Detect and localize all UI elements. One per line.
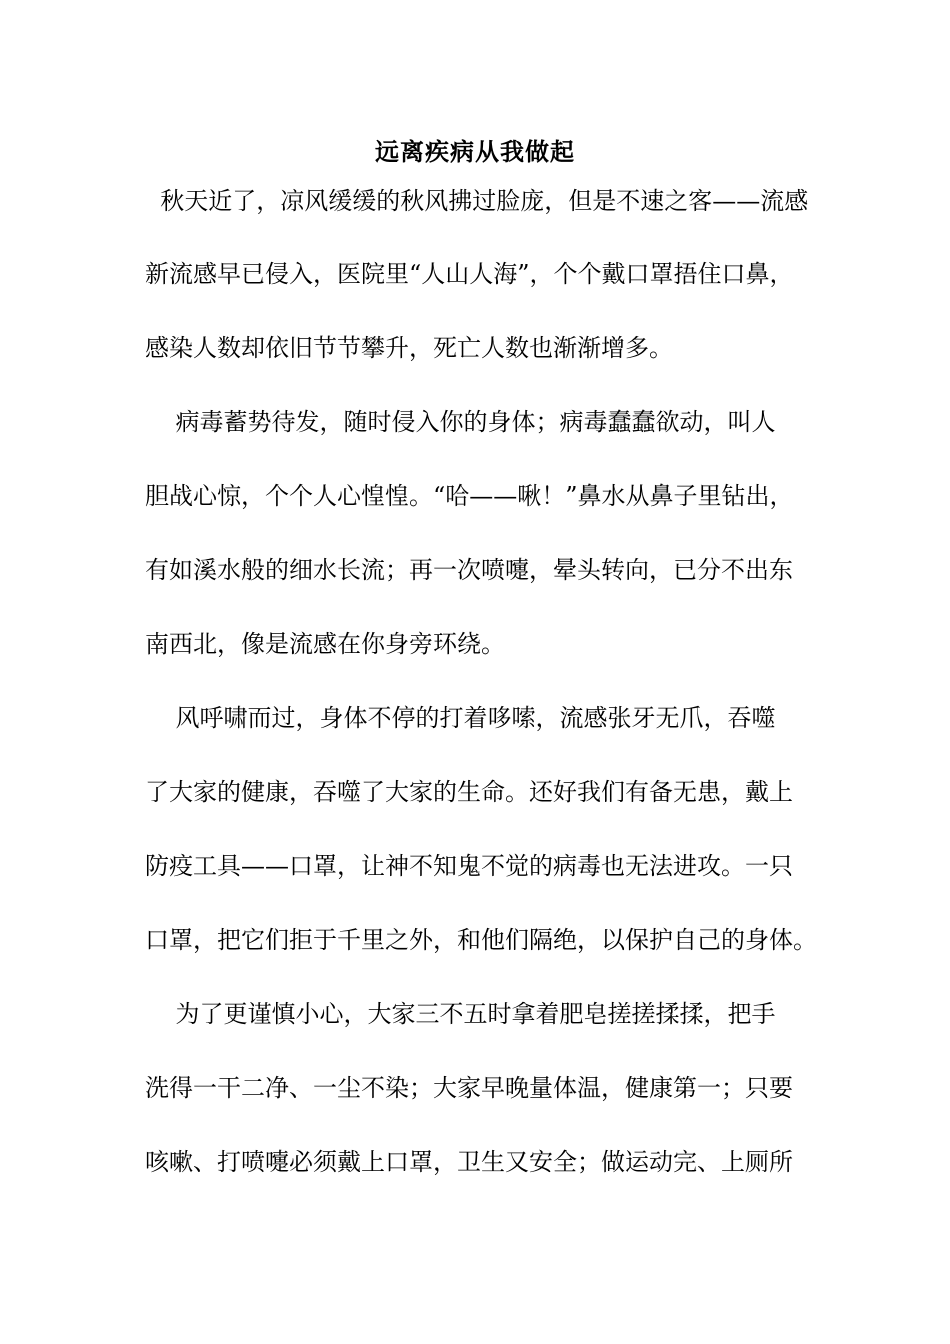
text-line-3: 感染人数却依旧节节攀升，死亡人数也渐渐增多。 <box>145 334 673 362</box>
text-line-2: 新流感早已侵入，医院里“人山人海”，个个戴口罩捂住口鼻， <box>145 260 794 288</box>
text-line-5: 胆战心惊，个个人心惶惶。“哈——啾！”鼻水从鼻子里钻出， <box>145 482 794 510</box>
text-line-1: 秋天近了，凉风缓缓的秋风拂过脸庞，但是不速之客——流感 <box>145 187 809 215</box>
text-line-8: 风呼啸而过，身体不停的打着哆嗦，流感张牙无爪，吞噬 <box>145 704 776 732</box>
text-line-13: 洗得一干二净、一尘不染；大家早晚量体温，健康第一；只要 <box>145 1074 793 1102</box>
text-line-10: 防疫工具——口罩，让神不知鬼不觉的病毒也无法进攻。一只 <box>145 852 793 880</box>
text-line-6: 有如溪水般的细水长流；再一次喷嚏，晕头转向，已分不出东 <box>145 556 793 584</box>
text-line-9: 了大家的健康，吞噬了大家的生命。还好我们有备无患，戴上 <box>145 778 793 806</box>
text-line-11: 口罩，把它们拒于千里之外，和他们隔绝，以保护自己的身体。 <box>145 926 817 954</box>
text-line-12: 为了更谨慎小心，大家三不五时拿着肥皂搓搓揉揉，把手 <box>145 1000 776 1028</box>
text-line-14: 咳嗽、打喷嚏必须戴上口罩，卫生又安全；做运动完、上厕所 <box>145 1148 793 1176</box>
document-title: 远离疾病从我做起 <box>375 137 575 166</box>
text-line-7: 南西北，像是流感在你身旁环绕。 <box>145 630 505 658</box>
text-line-4: 病毒蓄势待发，随时侵入你的身体；病毒蠢蠢欲动，叫人 <box>145 408 776 436</box>
